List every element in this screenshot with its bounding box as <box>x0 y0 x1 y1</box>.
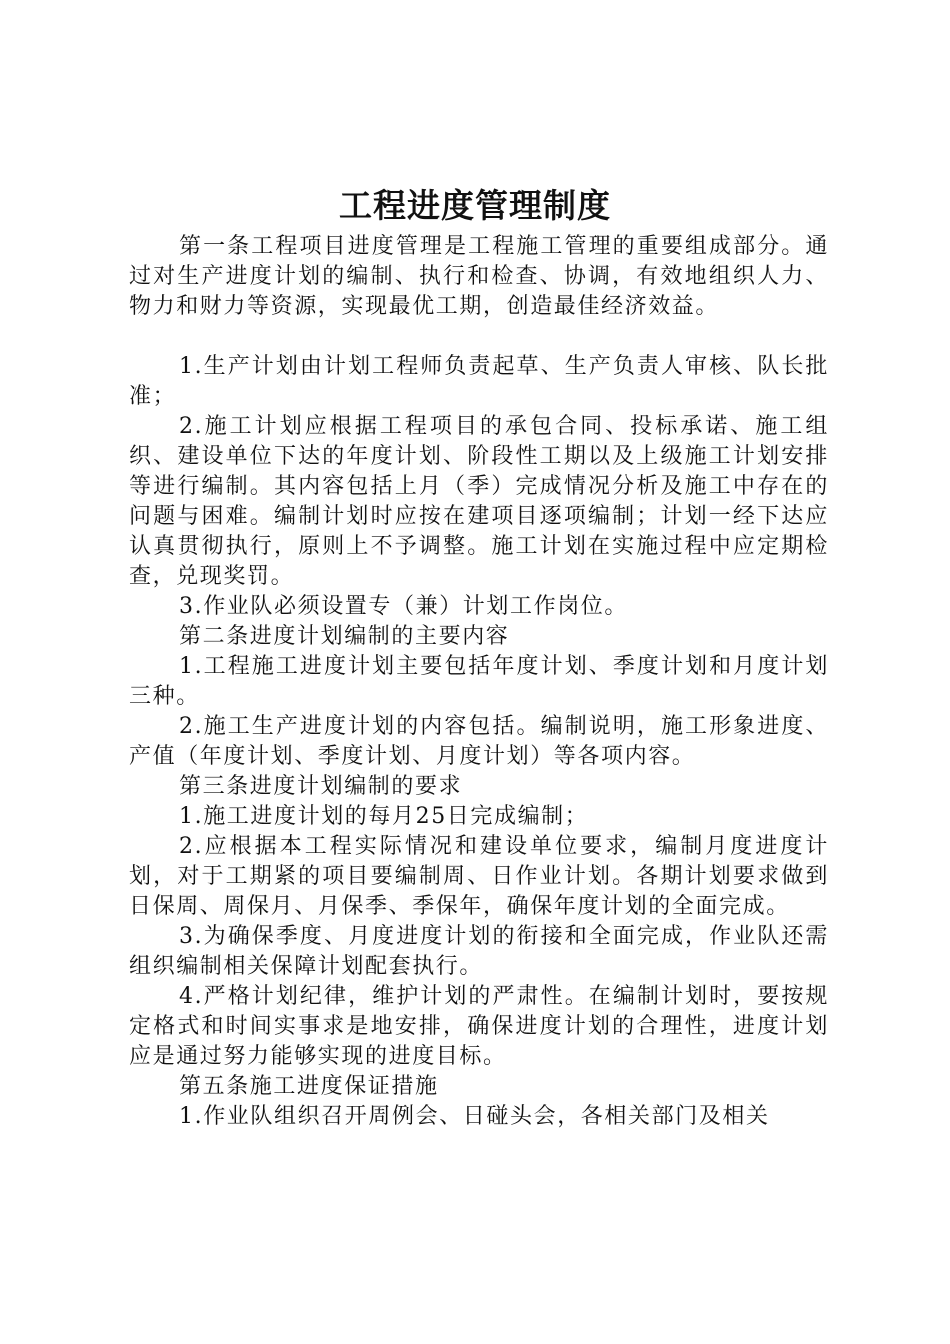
paragraph-article-1: 第一条工程项目进度管理是工程施工管理的重要组成部分。通过对生产进度计划的编制、执行和检查、协调，有效地组织人力、物力和财力等资源，实现最优工期，创造最佳经济效益。 <box>129 234 829 319</box>
paragraph-item: 2.施工生产进度计划的内容包括。编制说明，施工形象进度、产值（年度计划、季度计划、月度计划）等各项内容。 <box>129 714 829 769</box>
paragraph-item: 2.施工计划应根据工程项目的承包合同、投标承诺、施工组织、建设单位下达的年度计划、阶段性工期以及上级施工计划安排等进行编制。其内容包括上月（季）完成情况分析及施工中存在的问题与困难。编制计划时应按在建项目逐项编制；计划一经下达应认真贯彻执行，原则上不予调整。施工计划在实施过程中应定期检查，兑现奖罚。 <box>129 414 829 589</box>
paragraph-item: 1.施工进度计划的每月25日完成编制； <box>179 804 589 829</box>
paragraph-item: 3.为确保季度、月度进度计划的衔接和全面完成，作业队还需组织编制相关保障计划配套执行。 <box>129 924 829 979</box>
paragraph-item: 2.应根据本工程实际情况和建设单位要求，编制月度进度计划，对于工期紧的项目要编制周、日作业计划。各期计划要求做到日保周、周保月、月保季、季保年，确保年度计划的全面完成。 <box>129 834 829 919</box>
paragraph-article-heading: 第五条施工进度保证措施 <box>179 1074 439 1099</box>
paragraph-article-heading: 第二条进度计划编制的主要内容 <box>179 624 510 649</box>
paragraph-article-heading: 第三条进度计划编制的要求 <box>179 774 463 799</box>
paragraph-item: 4.严格计划纪律，维护计划的严肃性。在编制计划时，要按规定格式和时间实事求是地安排，确保进度计划的合理性，进度计划应是通过努力能够实现的进度目标。 <box>129 984 829 1069</box>
paragraph-item: 1.作业队组织召开周例会、日碰头会，各相关部门及相关 <box>179 1104 770 1129</box>
paragraph-item: 1.工程施工进度计划主要包括年度计划、季度计划和月度计划三种。 <box>129 654 829 709</box>
document-body <box>129 232 829 1132</box>
document-title: 工程进度管理制度 <box>339 186 611 225</box>
paragraph-item: 3.作业队必须设置专（兼）计划工作岗位。 <box>179 594 628 619</box>
paragraph-item: 1.生产计划由计划工程师负责起草、生产负责人审核、队长批准； <box>129 354 829 409</box>
